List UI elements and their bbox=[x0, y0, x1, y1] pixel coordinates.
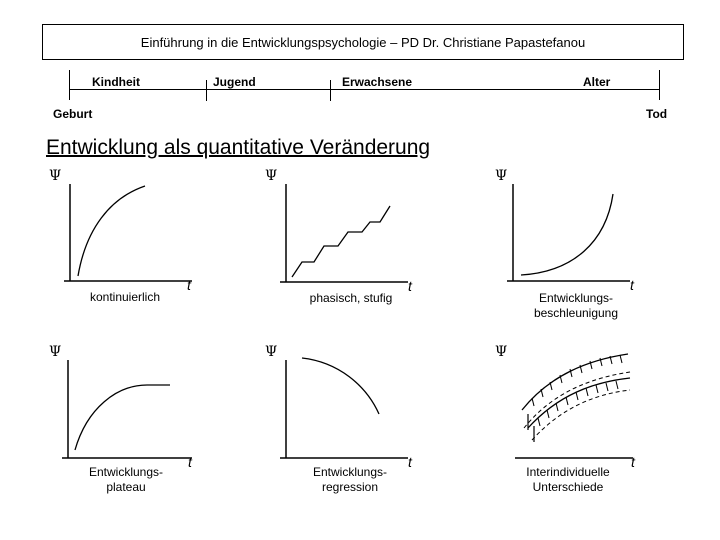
development-curve bbox=[78, 186, 145, 276]
psi-axis-label: Ψ bbox=[49, 168, 62, 184]
t-axis-label: t bbox=[187, 277, 191, 293]
phase-label-erwachsene: Erwachsene bbox=[342, 75, 413, 89]
panel-stepwise bbox=[258, 164, 418, 314]
phase-label-kindheit: Kindheit bbox=[92, 75, 140, 89]
development-curve bbox=[302, 358, 379, 414]
panel-caption-line2: plateau bbox=[106, 480, 146, 494]
psi-axis-label: Ψ bbox=[265, 344, 278, 360]
slide-title: Entwicklung als quantitative Veränderung bbox=[46, 136, 431, 159]
timeline-tick-youth bbox=[206, 80, 207, 101]
lower-band-top-edge bbox=[528, 378, 630, 428]
development-curve bbox=[292, 206, 390, 277]
panel-acceleration bbox=[488, 164, 648, 324]
timeline-start-label: Geburt bbox=[53, 107, 93, 121]
development-curve bbox=[521, 194, 613, 275]
lower-band-bottom-edge bbox=[532, 390, 630, 440]
panel-caption-line1: kontinuierlich bbox=[89, 290, 161, 304]
timeline-tick-birth bbox=[69, 70, 70, 100]
timeline-tick-death bbox=[659, 70, 660, 100]
t-axis-label: t bbox=[630, 277, 634, 293]
phase-label-jugend: Jugend bbox=[213, 75, 256, 89]
panel-caption-line1: phasisch, stufig bbox=[309, 291, 393, 305]
t-axis-label: t bbox=[408, 278, 412, 294]
t-axis-label: t bbox=[408, 454, 412, 470]
timeline-end-label: Tod bbox=[646, 107, 668, 121]
panel-individual-differences bbox=[488, 340, 648, 500]
t-axis-label: t bbox=[631, 454, 635, 470]
psi-axis-label: Ψ bbox=[495, 344, 508, 360]
upper-band-hatching bbox=[532, 355, 622, 406]
panel-continuous bbox=[42, 164, 202, 314]
t-axis-label: t bbox=[188, 454, 192, 470]
phase-label-alter: Alter bbox=[583, 75, 611, 89]
psi-axis-label: Ψ bbox=[49, 344, 62, 360]
header-box bbox=[42, 24, 684, 60]
panel-caption-line1: Interindividuelle bbox=[526, 465, 610, 479]
panel-caption-line1: Entwicklungs- bbox=[88, 465, 164, 479]
timeline-axis bbox=[70, 89, 660, 90]
panel-caption-line1: Entwicklungs- bbox=[538, 291, 614, 305]
panel-caption-line1: Entwicklungs- bbox=[312, 465, 388, 479]
panel-plateau bbox=[42, 340, 202, 500]
panel-caption-line2: regression bbox=[321, 480, 379, 494]
panel-caption-line2: beschleunigung bbox=[533, 306, 619, 320]
panel-caption-line2: Unterschiede bbox=[532, 480, 604, 494]
timeline-tick-adult bbox=[330, 80, 331, 101]
development-curve bbox=[75, 385, 170, 450]
psi-axis-label: Ψ bbox=[265, 168, 278, 184]
psi-axis-label: Ψ bbox=[495, 168, 508, 184]
panel-regression bbox=[258, 340, 418, 500]
header-title: Einführung in die Entwicklungspsychologie – PD Dr. Christiane Papastefanou bbox=[140, 34, 586, 50]
lower-band-hatching bbox=[538, 381, 618, 426]
